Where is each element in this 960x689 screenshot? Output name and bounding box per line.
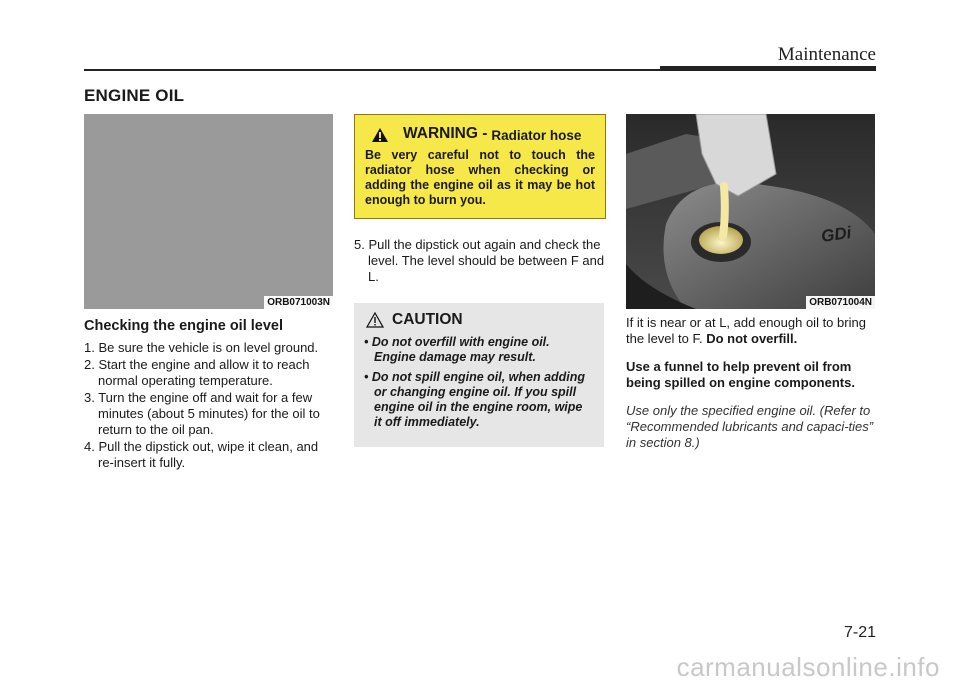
section-title: ENGINE OIL [84, 86, 185, 105]
warning-text: Be very careful not to touch the radiator hose when checking or adding the engine oil as it may be hot enough to burn you. [365, 148, 595, 207]
step-item: 5. Pull the dipstick out again and check the level. The level should be between F and L. [354, 237, 605, 284]
near-level-note [626, 315, 878, 347]
caution-box [354, 303, 604, 447]
warning-label: WARNING - [403, 125, 488, 142]
warning-box [354, 114, 606, 219]
subheading: Checking the engine oil level [84, 318, 284, 334]
specified-oil-note: Use only the specified engine oil. (Refer to “Recommended lubricants and capaci-ties” in section 8.) [626, 403, 874, 450]
near-level-text: If it is near or at L, add enough oil to bring the level to F. [626, 315, 866, 346]
caution-label: CAUTION [392, 311, 463, 328]
caution-triangle-icon [366, 312, 384, 328]
funnel-note: Use a funnel to help prevent oil from being spilled on engine components. [626, 359, 855, 390]
oil-pouring-illustration [626, 114, 875, 309]
step-item: 1. Be sure the vehicle is on level ground. [84, 340, 319, 355]
oil-pouring-photo [626, 114, 875, 309]
step-item: 4. Pull the dipstick out, wipe it clean, and re-insert it fully. [84, 439, 319, 470]
header-rule [84, 69, 660, 71]
page-header-title: Maintenance [777, 44, 876, 65]
steps-list [84, 340, 334, 471]
caution-heading [366, 311, 592, 329]
middle-column [354, 114, 604, 447]
photo-code: ORB071004N [806, 296, 875, 309]
page-number: 7-21 [843, 624, 876, 641]
watermark-link[interactable]: carmanualsonline.info [676, 652, 940, 682]
header-rule-accent [660, 66, 876, 71]
overfill-note: Do not overfill. [706, 331, 798, 346]
warning-triangle-icon [371, 127, 389, 143]
step-item: 2. Start the engine and allow it to reach normal operating temperature. [84, 357, 310, 388]
warning-topic: Radiator hose [491, 128, 582, 143]
warning-heading [371, 125, 595, 143]
dipstick-photo [84, 114, 333, 309]
step-item: 3. Turn the engine off and wait for a few minutes (about 5 minutes) for the oil to return to the oil pan. [84, 390, 320, 437]
gdi-badge: GDi [819, 222, 853, 246]
caution-list [360, 335, 592, 430]
caution-item: • Do not overfill with engine oil. Engine damage may result. [364, 335, 550, 364]
left-column [84, 114, 334, 472]
right-column [626, 114, 876, 451]
photo-code: ORB071003N [264, 296, 333, 309]
caution-item: • Do not spill engine oil, when adding or changing engine oil. If you spill engine oil in the engine room, wipe it off immediately. [364, 370, 586, 429]
